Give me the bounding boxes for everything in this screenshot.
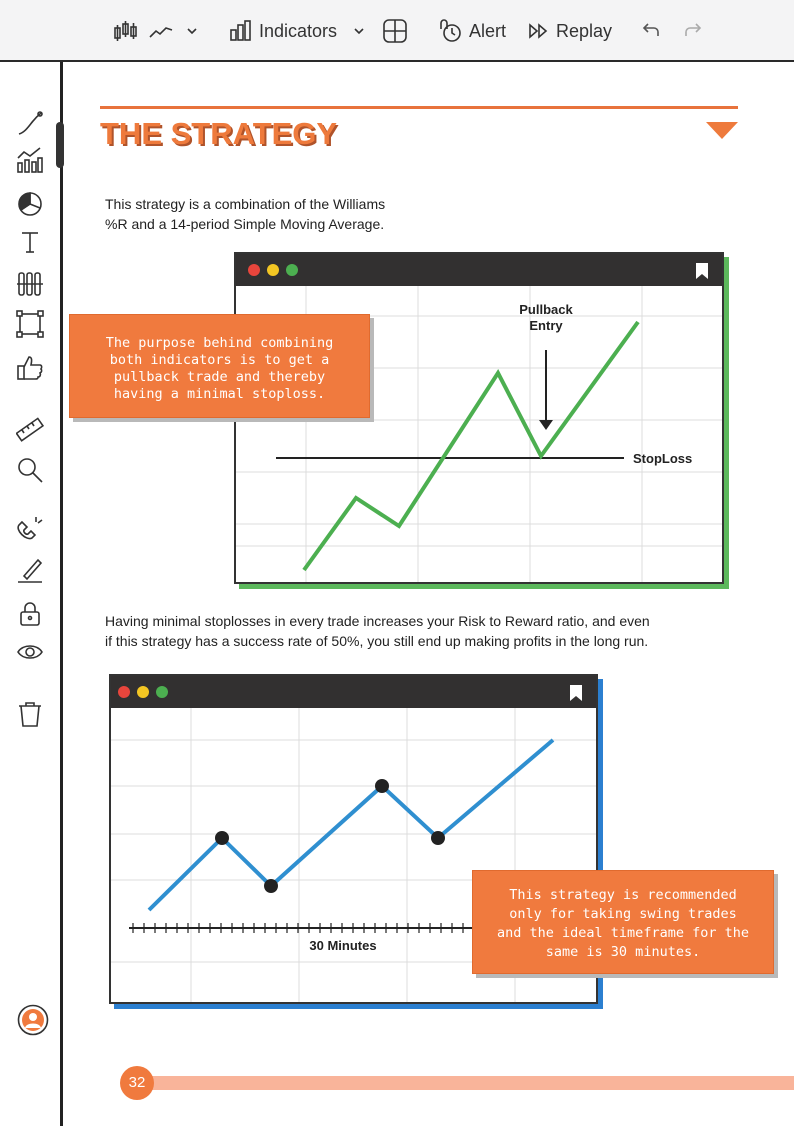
- close-dot[interactable]: [248, 264, 260, 276]
- collapse-triangle-icon[interactable]: [706, 122, 738, 140]
- trend-line-icon[interactable]: [16, 110, 44, 138]
- indicators-button[interactable]: [229, 18, 367, 44]
- left-tool-rail: [0, 62, 63, 1126]
- replay-button[interactable]: [528, 18, 612, 44]
- body-line: if this strategy has a success rate of 50%, you still end up making profits in the long run.: [105, 633, 649, 649]
- ruler-icon[interactable]: [16, 416, 44, 444]
- close-dot[interactable]: [118, 686, 130, 698]
- pullback-arrow-head: [539, 420, 553, 430]
- pencil-icon[interactable]: [16, 556, 44, 584]
- lock-icon[interactable]: [16, 600, 44, 628]
- intro-line: This strategy is a combination of the Williams: [105, 196, 386, 212]
- line-type-button[interactable]: [148, 18, 200, 44]
- pattern-icon[interactable]: [16, 270, 44, 298]
- swing-point: [431, 831, 445, 845]
- top-toolbar: [0, 0, 794, 62]
- maximize-dot[interactable]: [156, 686, 168, 698]
- callout-2: [472, 870, 774, 974]
- entry-label: Entry: [529, 318, 563, 333]
- redo-icon: [682, 20, 704, 42]
- magnet-icon[interactable]: [16, 514, 44, 542]
- text-icon[interactable]: [16, 228, 44, 256]
- footer-bar: [150, 1076, 794, 1090]
- axis-label: 30 Minutes: [309, 938, 377, 953]
- undo-icon: [640, 20, 662, 42]
- undo-button[interactable]: [640, 18, 662, 44]
- rail-scrollbar[interactable]: [56, 122, 64, 168]
- intro-paragraph: [105, 194, 385, 234]
- zoom-icon[interactable]: [16, 456, 44, 484]
- window-title-bar: [111, 676, 596, 708]
- heading-rule: [100, 106, 738, 109]
- user-avatar-icon[interactable]: [17, 1004, 49, 1036]
- bookmark-icon[interactable]: [696, 263, 708, 279]
- body-paragraph: [105, 611, 650, 651]
- eye-icon[interactable]: [16, 638, 44, 666]
- redo-button[interactable]: [682, 18, 704, 44]
- swing-point: [264, 879, 278, 893]
- shape-icon[interactable]: [16, 310, 44, 338]
- pullback-label: Pullback: [519, 302, 573, 317]
- chart-window-1: [234, 252, 724, 584]
- chart-icon[interactable]: [16, 146, 44, 174]
- chevron-down-icon: [351, 23, 367, 39]
- callout-line: same is 30 minutes.: [545, 944, 701, 960]
- candles-button[interactable]: [112, 18, 138, 44]
- indicators-label: Indicators: [259, 20, 338, 41]
- page-number: 32: [120, 1066, 154, 1100]
- bar-chart-icon: [229, 18, 253, 44]
- intro-line: %R and a 14-period Simple Moving Average.: [105, 216, 385, 232]
- stoploss-label: StopLoss: [633, 451, 693, 466]
- alert-label: Alert: [469, 20, 507, 41]
- callout-line: both indicators is to get a: [109, 352, 330, 368]
- body-line: Having minimal stoplosses in every trade increases your Risk to Reward ratio, and even: [105, 613, 650, 629]
- zebralearn-logo: [18, 836, 42, 986]
- page-title: THE STRATEGY: [100, 116, 338, 151]
- callout-line: only for taking swing trades: [509, 906, 737, 922]
- callout-line: This strategy is recommended: [509, 887, 737, 903]
- callout-line: The purpose behind combining: [105, 335, 334, 351]
- callout-line: having a minimal stoploss.: [113, 386, 326, 402]
- maximize-dot[interactable]: [286, 264, 298, 276]
- thumbs-up-icon[interactable]: [16, 354, 44, 382]
- minimize-dot[interactable]: [137, 686, 149, 698]
- callout-line: and the ideal timeframe for the: [497, 925, 749, 941]
- layout-button[interactable]: [382, 18, 408, 44]
- window-title-bar: [236, 254, 722, 286]
- chevron-down-icon: [184, 23, 200, 39]
- replay-label: Replay: [556, 20, 613, 41]
- replay-icon: [528, 20, 550, 42]
- alert-button[interactable]: [437, 18, 506, 44]
- pie-icon[interactable]: [16, 190, 44, 218]
- trash-icon[interactable]: [16, 700, 44, 728]
- bookmark-icon[interactable]: [570, 685, 582, 701]
- callout-line: pullback trade and thereby: [113, 369, 326, 385]
- minimize-dot[interactable]: [267, 264, 279, 276]
- grid-layout-icon: [382, 18, 408, 44]
- swing-point: [215, 831, 229, 845]
- alarm-clock-icon: [437, 18, 463, 44]
- swing-point: [375, 779, 389, 793]
- candlestick-icon: [112, 18, 138, 44]
- line-chart-icon: [148, 18, 174, 44]
- callout-1: [69, 314, 370, 418]
